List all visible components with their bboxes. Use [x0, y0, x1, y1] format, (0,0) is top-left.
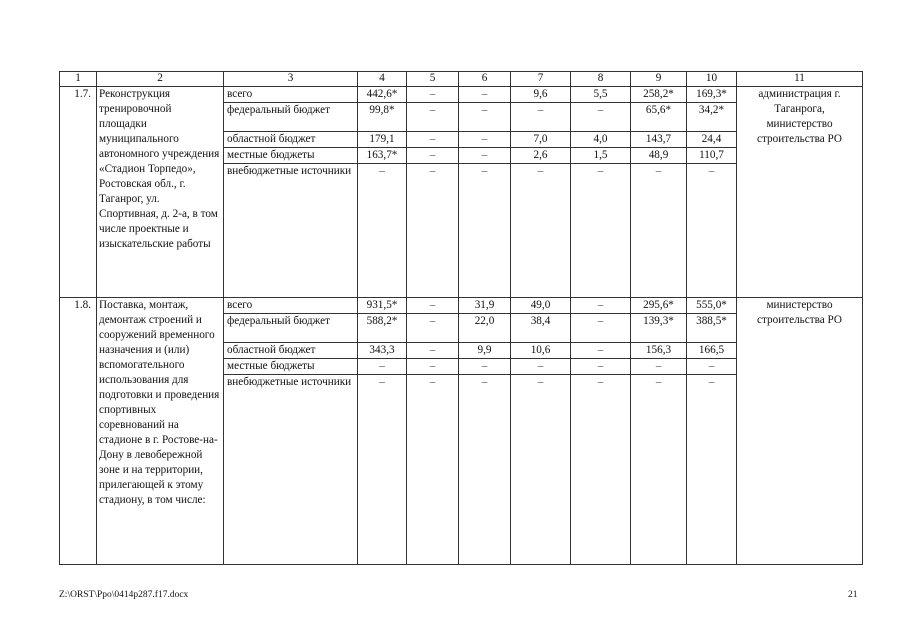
column-number-cell: 11: [737, 72, 863, 87]
amount-cell: 9,6: [511, 87, 571, 103]
amount-cell: –: [687, 164, 737, 298]
item-number: 1.8.: [60, 298, 97, 565]
item-description: Поставка, монтаж, демонтаж строений и сооружений временного назначения и (или) вспомогательного использования для подготовки и проведения спортивных соревнований на стадионе в г. Ростове-на-Дону в левобережной зоне и на территории, прилегающей к этому стадиону, в том числе:: [97, 298, 224, 565]
funding-source: федеральный бюджет: [224, 103, 358, 132]
amount-cell: 258,2*: [631, 87, 687, 103]
column-number-cell: 2: [97, 72, 224, 87]
column-number-row: [60, 72, 863, 87]
amount-cell: –: [407, 87, 459, 103]
amount-cell: –: [358, 359, 407, 375]
amount-cell: –: [407, 298, 459, 314]
amount-cell: –: [571, 298, 631, 314]
amount-cell: 295,6*: [631, 298, 687, 314]
column-number-cell: 6: [459, 72, 511, 87]
amount-cell: –: [407, 375, 459, 565]
amount-cell: 10,6: [511, 343, 571, 359]
amount-cell: 156,3: [631, 343, 687, 359]
funding-source: внебюджетные источники: [224, 375, 358, 565]
amount-cell: –: [407, 343, 459, 359]
funding-source: областной бюджет: [224, 132, 358, 148]
amount-cell: 65,6*: [631, 103, 687, 132]
amount-cell: 24,4: [687, 132, 737, 148]
amount-cell: 99,8*: [358, 103, 407, 132]
amount-cell: –: [687, 375, 737, 565]
amount-cell: 442,6*: [358, 87, 407, 103]
column-number-cell: 1: [60, 72, 97, 87]
column-number-cell: 4: [358, 72, 407, 87]
amount-cell: 48,9: [631, 148, 687, 164]
amount-cell: –: [407, 314, 459, 343]
column-number-cell: 5: [407, 72, 459, 87]
amount-cell: –: [459, 103, 511, 132]
column-number-cell: 3: [224, 72, 358, 87]
amount-cell: –: [358, 164, 407, 298]
funding-source: федеральный бюджет: [224, 314, 358, 343]
amount-cell: –: [511, 359, 571, 375]
amount-cell: 388,5*: [687, 314, 737, 343]
funding-source: местные бюджеты: [224, 148, 358, 164]
amount-cell: –: [571, 314, 631, 343]
funding-source: областной бюджет: [224, 343, 358, 359]
amount-cell: –: [407, 164, 459, 298]
amount-cell: –: [407, 148, 459, 164]
amount-cell: 34,2*: [687, 103, 737, 132]
amount-cell: –: [571, 343, 631, 359]
item-number: 1.7.: [60, 87, 97, 298]
amount-cell: 9,9: [459, 343, 511, 359]
amount-cell: 179,1: [358, 132, 407, 148]
amount-cell: –: [631, 375, 687, 565]
table-body: [60, 72, 863, 565]
amount-cell: –: [407, 132, 459, 148]
column-number-cell: 10: [687, 72, 737, 87]
amount-cell: –: [407, 103, 459, 132]
amount-cell: 555,0*: [687, 298, 737, 314]
amount-cell: 169,3*: [687, 87, 737, 103]
amount-cell: 49,0: [511, 298, 571, 314]
amount-cell: –: [631, 164, 687, 298]
amount-cell: 22,0: [459, 314, 511, 343]
amount-cell: 1,5: [571, 148, 631, 164]
amount-cell: 7,0: [511, 132, 571, 148]
amount-cell: –: [459, 359, 511, 375]
amount-cell: 110,7: [687, 148, 737, 164]
amount-cell: 2,6: [511, 148, 571, 164]
amount-cell: 139,3*: [631, 314, 687, 343]
amount-cell: 143,7: [631, 132, 687, 148]
funding-source: внебюджетные источники: [224, 164, 358, 298]
amount-cell: –: [511, 375, 571, 565]
funding-source: всего: [224, 87, 358, 103]
amount-cell: 163,7*: [358, 148, 407, 164]
amount-cell: 4,0: [571, 132, 631, 148]
amount-cell: –: [459, 148, 511, 164]
amount-cell: –: [687, 359, 737, 375]
amount-cell: 343,3: [358, 343, 407, 359]
column-number-cell: 9: [631, 72, 687, 87]
amount-cell: –: [571, 375, 631, 565]
amount-cell: 38,4: [511, 314, 571, 343]
amount-cell: 588,2*: [358, 314, 407, 343]
amount-cell: –: [459, 164, 511, 298]
footer-page-number: 21: [848, 590, 858, 600]
responsible-executor: министерство строительства РО: [737, 298, 863, 565]
amount-cell: –: [358, 375, 407, 565]
amount-cell: –: [459, 132, 511, 148]
amount-cell: –: [571, 164, 631, 298]
amount-cell: –: [459, 87, 511, 103]
funding-source: местные бюджеты: [224, 359, 358, 375]
column-number-cell: 7: [511, 72, 571, 87]
amount-cell: –: [511, 103, 571, 132]
amount-cell: 31,9: [459, 298, 511, 314]
item-description: Реконструкция тренировочной площадки муниципального автономного учреждения «Стадион Торпедо», Ростовская обл., г. Таганрог, ул. Спортивная, д. 2-а, в том числе проектные и изыскательские работы: [97, 87, 224, 298]
budget-table: [59, 71, 863, 565]
table-row: [60, 298, 863, 314]
table-row: [60, 87, 863, 103]
column-number-cell: 8: [571, 72, 631, 87]
amount-cell: 5,5: [571, 87, 631, 103]
amount-cell: –: [571, 359, 631, 375]
amount-cell: –: [407, 359, 459, 375]
amount-cell: –: [459, 375, 511, 565]
amount-cell: 166,5: [687, 343, 737, 359]
amount-cell: 931,5*: [358, 298, 407, 314]
amount-cell: –: [631, 359, 687, 375]
footer-file-path: Z:\ORST\Ppo\0414p287.f17.docx: [59, 590, 189, 600]
funding-source: всего: [224, 298, 358, 314]
amount-cell: –: [511, 164, 571, 298]
amount-cell: –: [571, 103, 631, 132]
responsible-executor: администрация г. Таганрога, министерство строительства РО: [737, 87, 863, 298]
